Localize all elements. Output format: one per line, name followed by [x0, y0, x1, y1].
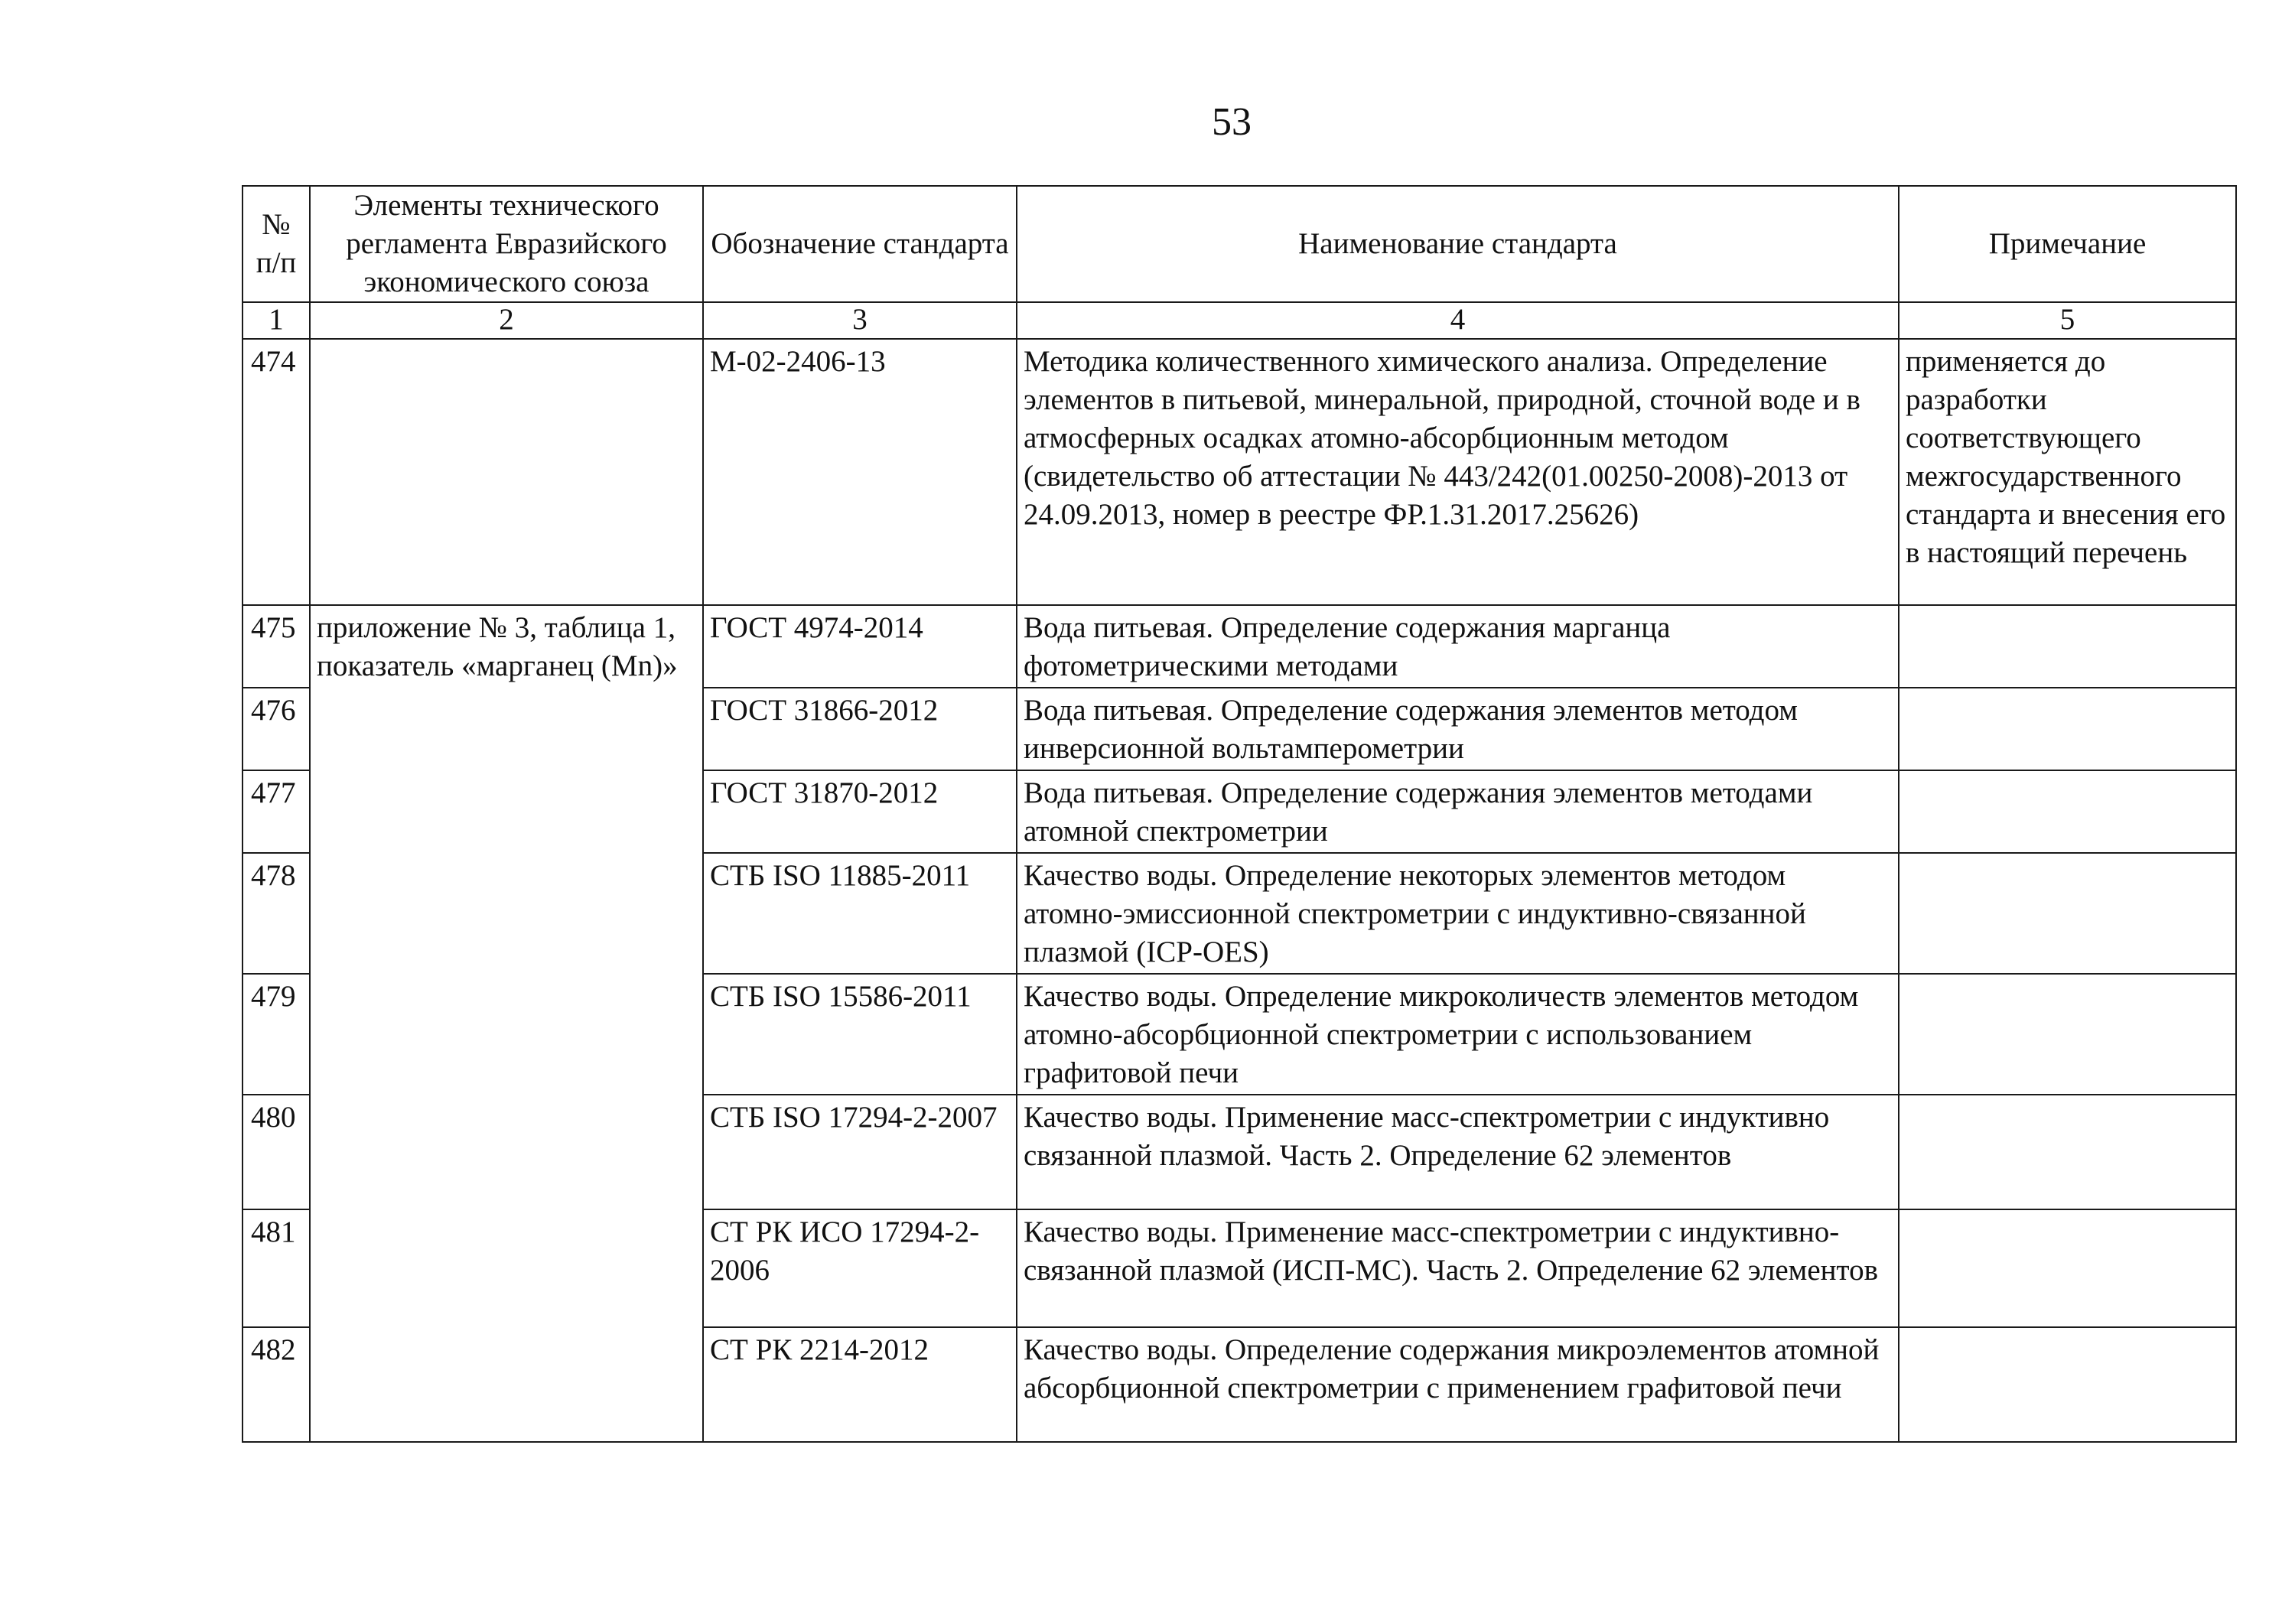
row-standard-name: Качество воды. Определение микроколичеств элементов методом атомно-абсорбционной спектрометрии с использованием графитовой печи: [1017, 974, 1899, 1095]
row-number: 482: [243, 1327, 310, 1442]
row-designation: М-02-2406-13: [703, 339, 1017, 605]
row-note: [1899, 770, 2236, 853]
table-row: [243, 339, 2236, 605]
header-name: Наименование стандарта: [1017, 186, 1899, 302]
table-header-row: [243, 186, 2236, 302]
row-note: [1899, 1095, 2236, 1209]
column-number: 4: [1017, 302, 1899, 339]
standards-table: [242, 185, 2237, 1443]
row-designation: ГОСТ 31870-2012: [703, 770, 1017, 853]
row-designation: СТБ ISO 15586-2011: [703, 974, 1017, 1095]
column-number-row: [243, 302, 2236, 339]
row-designation: СТБ ISO 11885-2011: [703, 853, 1017, 974]
header-designation: Обозначение стандарта: [703, 186, 1017, 302]
row-number: 477: [243, 770, 310, 853]
row-number: 479: [243, 974, 310, 1095]
column-number: 3: [703, 302, 1017, 339]
row-note: [1899, 605, 2236, 688]
row-number: 480: [243, 1095, 310, 1209]
row-designation: ГОСТ 31866-2012: [703, 688, 1017, 770]
row-element: приложение № 3, таблица 1, показатель «марганец (Mn)»: [310, 605, 703, 1442]
row-designation: ГОСТ 4974-2014: [703, 605, 1017, 688]
row-note: [1899, 974, 2236, 1095]
row-number: 475: [243, 605, 310, 688]
column-number: 5: [1899, 302, 2236, 339]
header-note: Примечание: [1899, 186, 2236, 302]
row-standard-name: Вода питьевая. Определение содержания элементов методами атомной спектрометрии: [1017, 770, 1899, 853]
row-number: 474: [243, 339, 310, 605]
row-note: [1899, 1209, 2236, 1327]
row-note: [1899, 853, 2236, 974]
row-note: применяется до разработки соответствующего межгосударственного стандарта и внесения его в настоящий перечень: [1899, 339, 2236, 605]
row-standard-name: Методика количественного химического анализа. Определение элементов в питьевой, минеральной, природной, сточной воде и в атмосферных осадках атомно-абсорбционным методом (свидетельство об аттестации № 443/242(01.00250-2008)-2013 от 24.09.2013, номер в реестре ФР.1.31.2017.25626): [1017, 339, 1899, 605]
row-designation: СТБ ISO 17294-2-2007: [703, 1095, 1017, 1209]
row-number: 478: [243, 853, 310, 974]
row-standard-name: Вода питьевая. Определение содержания марганца фотометрическими методами: [1017, 605, 1899, 688]
column-number: 2: [310, 302, 703, 339]
row-standard-name: Качество воды. Определение некоторых элементов методом атомно-эмиссионной спектрометрии с индуктивно-связанной плазмой (ICP-OES): [1017, 853, 1899, 974]
table-row: [243, 605, 2236, 688]
row-number: 481: [243, 1209, 310, 1327]
row-standard-name: Качество воды. Применение масс-спектрометрии с индуктивно связанной плазмой. Часть 2. Определение 62 элементов: [1017, 1095, 1899, 1209]
row-designation: СТ РК ИСО 17294-2-2006: [703, 1209, 1017, 1327]
row-note: [1899, 1327, 2236, 1442]
row-standard-name: Вода питьевая. Определение содержания элементов методом инверсионной вольтамперометрии: [1017, 688, 1899, 770]
column-number: 1: [243, 302, 310, 339]
row-standard-name: Качество воды. Применение масс-спектрометрии с индуктивно-связанной плазмой (ИСП-МС). Часть 2. Определение 62 элементов: [1017, 1209, 1899, 1327]
header-elements: Элементы технического регламента Евразийского экономического союза: [310, 186, 703, 302]
row-note: [1899, 688, 2236, 770]
row-element: [310, 339, 703, 605]
row-standard-name: Качество воды. Определение содержания микроэлементов атомной абсорбционной спектрометрии с применением графитовой печи: [1017, 1327, 1899, 1442]
row-number: 476: [243, 688, 310, 770]
header-num: № п/п: [243, 186, 310, 302]
row-designation: СТ РК 2214-2012: [703, 1327, 1017, 1442]
page-number: 53: [1212, 100, 1252, 144]
